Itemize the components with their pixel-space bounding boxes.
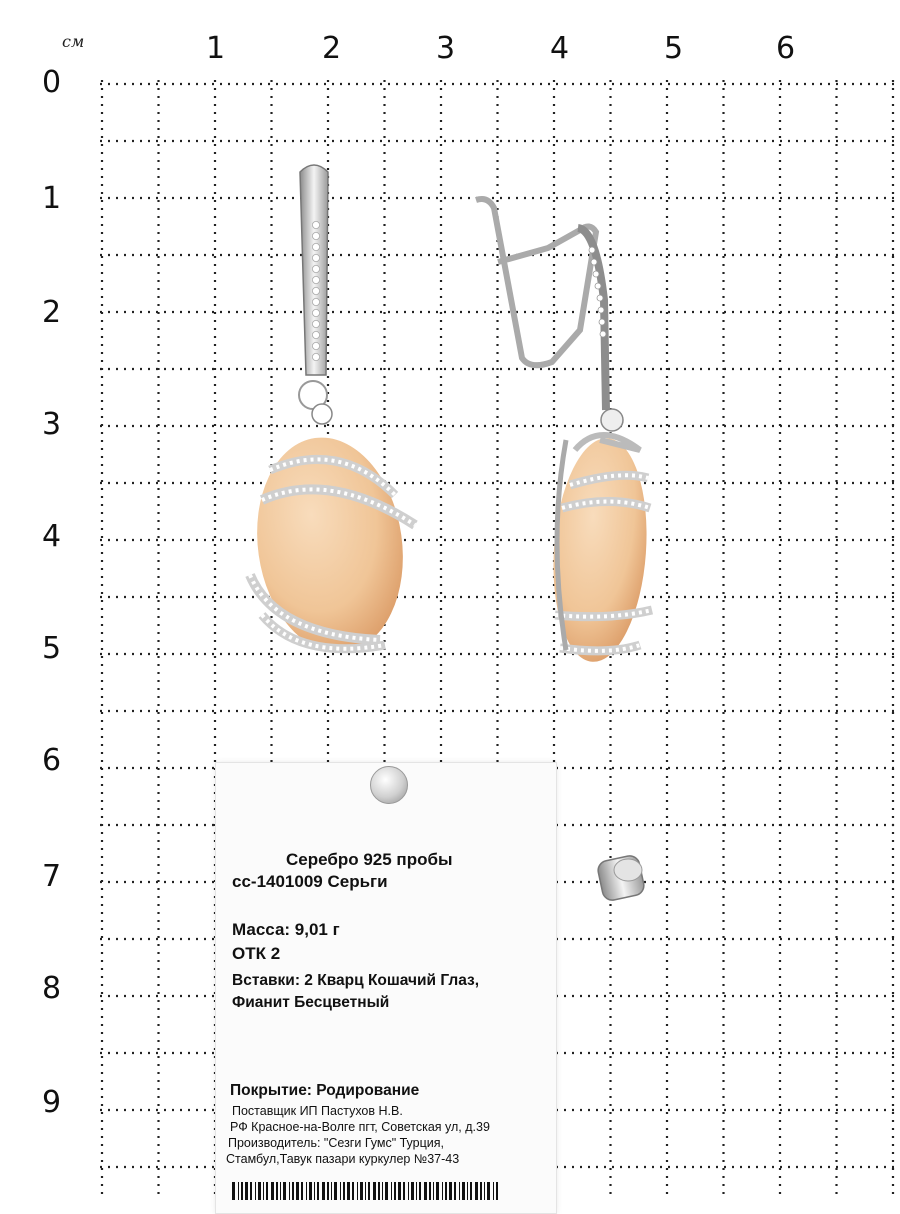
barcode-bar <box>493 1182 494 1200</box>
y-axis-label-9: 9 <box>42 1085 62 1120</box>
tag-article-line: сс-1401009 Серьги <box>232 872 388 891</box>
y-axis-label-0: 0 <box>42 65 62 100</box>
barcode-bar <box>280 1182 281 1200</box>
barcode-bar <box>382 1182 383 1200</box>
barcode-bar <box>266 1182 268 1200</box>
barcode-bar <box>487 1182 490 1200</box>
barcode-bar <box>292 1182 294 1200</box>
barcode-bar <box>283 1182 286 1200</box>
y-axis-label-3: 3 <box>42 407 62 442</box>
x-axis-label-1: 1 <box>206 31 226 66</box>
barcode-bar <box>238 1182 239 1200</box>
barcode-bar <box>271 1182 274 1200</box>
barcode-bar <box>241 1182 243 1200</box>
barcode-bar <box>459 1182 460 1200</box>
barcode-bar <box>429 1182 431 1200</box>
y-axis-label-6: 6 <box>42 743 62 778</box>
barcode-bar <box>454 1182 456 1200</box>
tag-supplier-line4: Стамбул,Тавук пазари куркулер №37-43 <box>226 1152 460 1166</box>
barcode-bar <box>245 1182 248 1200</box>
x-axis-label-3: 3 <box>436 31 456 66</box>
barcode-bar <box>403 1182 405 1200</box>
barcode-bar <box>258 1182 261 1200</box>
barcode-bar <box>449 1182 452 1200</box>
tag-hole <box>370 766 408 804</box>
unit-label: см <box>62 32 85 51</box>
barcode-bar <box>327 1182 329 1200</box>
barcode-bar <box>331 1182 332 1200</box>
barcode <box>232 1182 502 1200</box>
barcode-bar <box>317 1182 319 1200</box>
barcode-bar <box>301 1182 303 1200</box>
barcode-bar <box>365 1182 366 1200</box>
barcode-bar <box>289 1182 290 1200</box>
tag-supplier-line2: РФ Красное-на-Волге пгт, Советская ул, д.39 <box>230 1120 490 1134</box>
y-axis-label-2: 2 <box>42 295 62 330</box>
tag-metal-line: Серебро 925 пробы <box>286 850 453 869</box>
x-axis-label-5: 5 <box>664 31 684 66</box>
x-axis-label-4: 4 <box>550 31 570 66</box>
barcode-bar <box>433 1182 434 1200</box>
barcode-bar <box>340 1182 341 1200</box>
barcode-bar <box>408 1182 409 1200</box>
barcode-bar <box>373 1182 376 1200</box>
barcode-bar <box>484 1182 485 1200</box>
barcode-bar <box>411 1182 414 1200</box>
y-axis-label-5: 5 <box>42 631 62 666</box>
barcode-bar <box>360 1182 363 1200</box>
barcode-bar <box>462 1182 465 1200</box>
right-earring <box>476 199 654 665</box>
barcode-bar <box>263 1182 264 1200</box>
tag-otk: ОТК 2 <box>232 944 281 963</box>
barcode-bar <box>276 1182 278 1200</box>
x-axis-label-2: 2 <box>322 31 342 66</box>
barcode-bar <box>416 1182 417 1200</box>
y-axis-label-4: 4 <box>42 519 62 554</box>
barcode-bar <box>343 1182 345 1200</box>
barcode-bar <box>467 1182 468 1200</box>
tag-supplier-line1: Поставщик ИП Пастухов Н.В. <box>232 1104 403 1118</box>
barcode-bar <box>424 1182 427 1200</box>
barcode-bar <box>391 1182 392 1200</box>
barcode-bar <box>378 1182 380 1200</box>
tag-supplier-line3: Производитель: "Сезги Гумс" Турция, <box>228 1136 444 1150</box>
barcode-bar <box>296 1182 299 1200</box>
barcode-bar <box>309 1182 312 1200</box>
y-axis-label-7: 7 <box>42 859 62 894</box>
earring-cap <box>596 854 645 902</box>
barcode-bar <box>334 1182 337 1200</box>
barcode-bar <box>470 1182 472 1200</box>
barcode-bar <box>398 1182 401 1200</box>
barcode-bar <box>394 1182 396 1200</box>
tag-mass: Масса: 9,01 г <box>232 920 340 939</box>
barcode-bar <box>347 1182 350 1200</box>
y-axis-label-8: 8 <box>42 971 62 1006</box>
barcode-bar <box>419 1182 421 1200</box>
barcode-bar <box>357 1182 358 1200</box>
tag-inserts-line1: Вставки: 2 Кварц Кошачий Глаз, <box>232 972 480 989</box>
barcode-bar <box>496 1182 498 1200</box>
barcode-bar <box>352 1182 354 1200</box>
barcode-bar <box>306 1182 307 1200</box>
tag-inserts-line2: Фианит Бесцветный <box>232 994 390 1011</box>
barcode-bar <box>250 1182 252 1200</box>
barcode-bar <box>436 1182 439 1200</box>
y-axis-label-1: 1 <box>42 181 62 216</box>
barcode-bar <box>232 1182 235 1200</box>
tag-coating: Покрытие: Родирование <box>230 1082 420 1099</box>
barcode-bar <box>480 1182 482 1200</box>
barcode-bar <box>255 1182 256 1200</box>
barcode-bar <box>445 1182 447 1200</box>
left-earring <box>244 165 417 662</box>
barcode-bar <box>322 1182 325 1200</box>
barcode-bar <box>385 1182 388 1200</box>
x-axis-label-6: 6 <box>776 31 796 66</box>
barcode-bar <box>442 1182 443 1200</box>
barcode-bar <box>314 1182 315 1200</box>
barcode-bar <box>475 1182 478 1200</box>
barcode-bar <box>368 1182 370 1200</box>
